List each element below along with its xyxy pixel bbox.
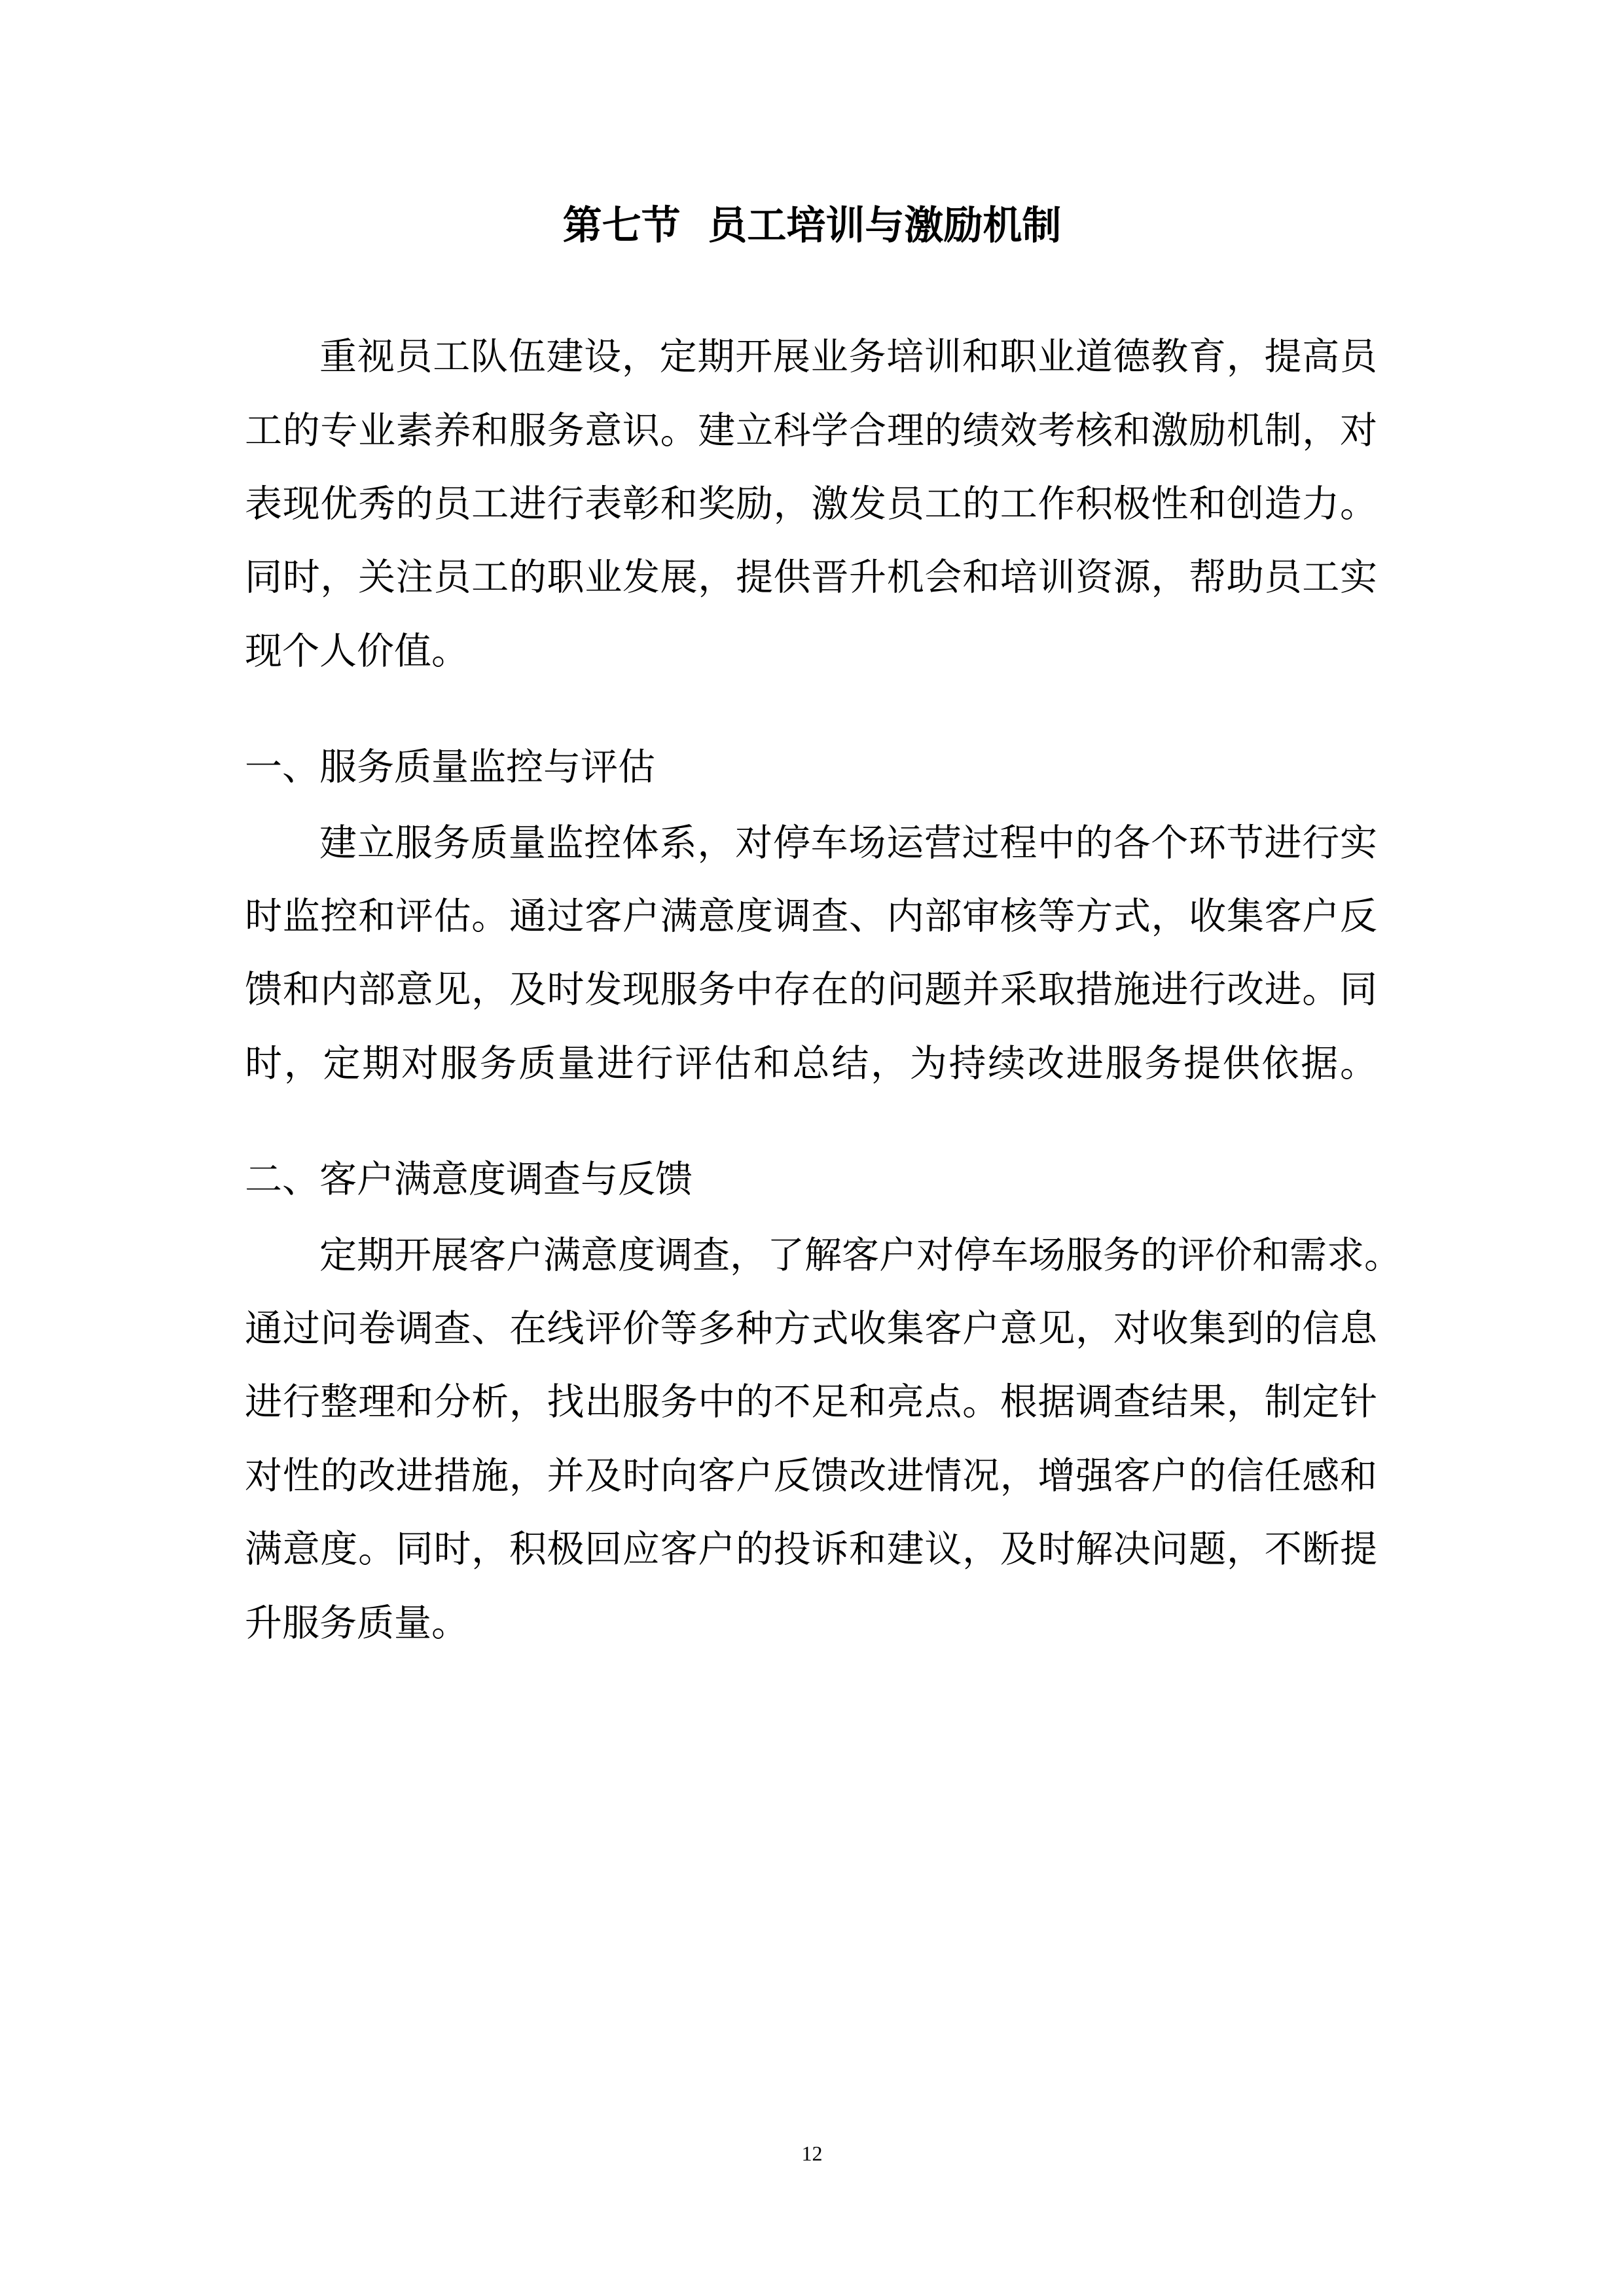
- section-paragraph-line: 进行整理和分析，找出服务中的不足和亮点。根据调查结果，制定针: [245, 1380, 1377, 1424]
- section-paragraph-line: 馈和内部意见，及时发现服务中存在的问题并采取措施进行改进。同: [245, 968, 1377, 1011]
- page-title: 第七节 员工培训与激励机制: [562, 203, 1062, 249]
- section-paragraph-line: 时，定期对服务质量进行评估和总结，为持续改进服务提供依据。: [245, 1042, 1377, 1085]
- page-number: 12: [801, 2142, 823, 2165]
- intro-paragraph-line: 同时，关注员工的职业发展，提供晋升机会和培训资源，帮助员工实: [245, 556, 1377, 599]
- intro-paragraph-line: 表现优秀的员工进行表彰和奖励，激发员工的工作积极性和创造力。: [245, 482, 1377, 526]
- section-paragraph-line: 通过问卷调查、在线评价等多种方式收集客户意见，对收集到的信息: [245, 1307, 1377, 1350]
- section-paragraph-line: 建立服务质量监控体系，对停车场运营过程中的各个环节进行实: [319, 821, 1377, 865]
- intro-paragraph-line: 现个人价值。: [245, 630, 469, 673]
- section-paragraph-line: 定期开展客户满意度调查，了解客户对停车场服务的评价和需求。: [319, 1234, 1401, 1277]
- section-paragraph-line: 时监控和评估。通过客户满意度调查、内部审核等方式，收集客户反: [245, 895, 1377, 938]
- section-heading: 二、客户满意度调查与反馈: [245, 1158, 693, 1201]
- section-paragraph-line: 满意度。同时，积极回应客户的投诉和建议，及时解决问题，不断提: [245, 1528, 1377, 1571]
- section-paragraph-line: 升服务质量。: [245, 1602, 469, 1645]
- section-heading: 一、服务质量监控与评估: [245, 745, 655, 789]
- intro-paragraph-line: 工的专业素养和服务意识。建立科学合理的绩效考核和激励机制，对: [245, 409, 1377, 452]
- section-paragraph-line: 对性的改进措施，并及时向客户反馈改进情况，增强客户的信任感和: [245, 1454, 1377, 1498]
- intro-paragraph-line: 重视员工队伍建设，定期开展业务培训和职业道德教育，提高员: [319, 335, 1377, 378]
